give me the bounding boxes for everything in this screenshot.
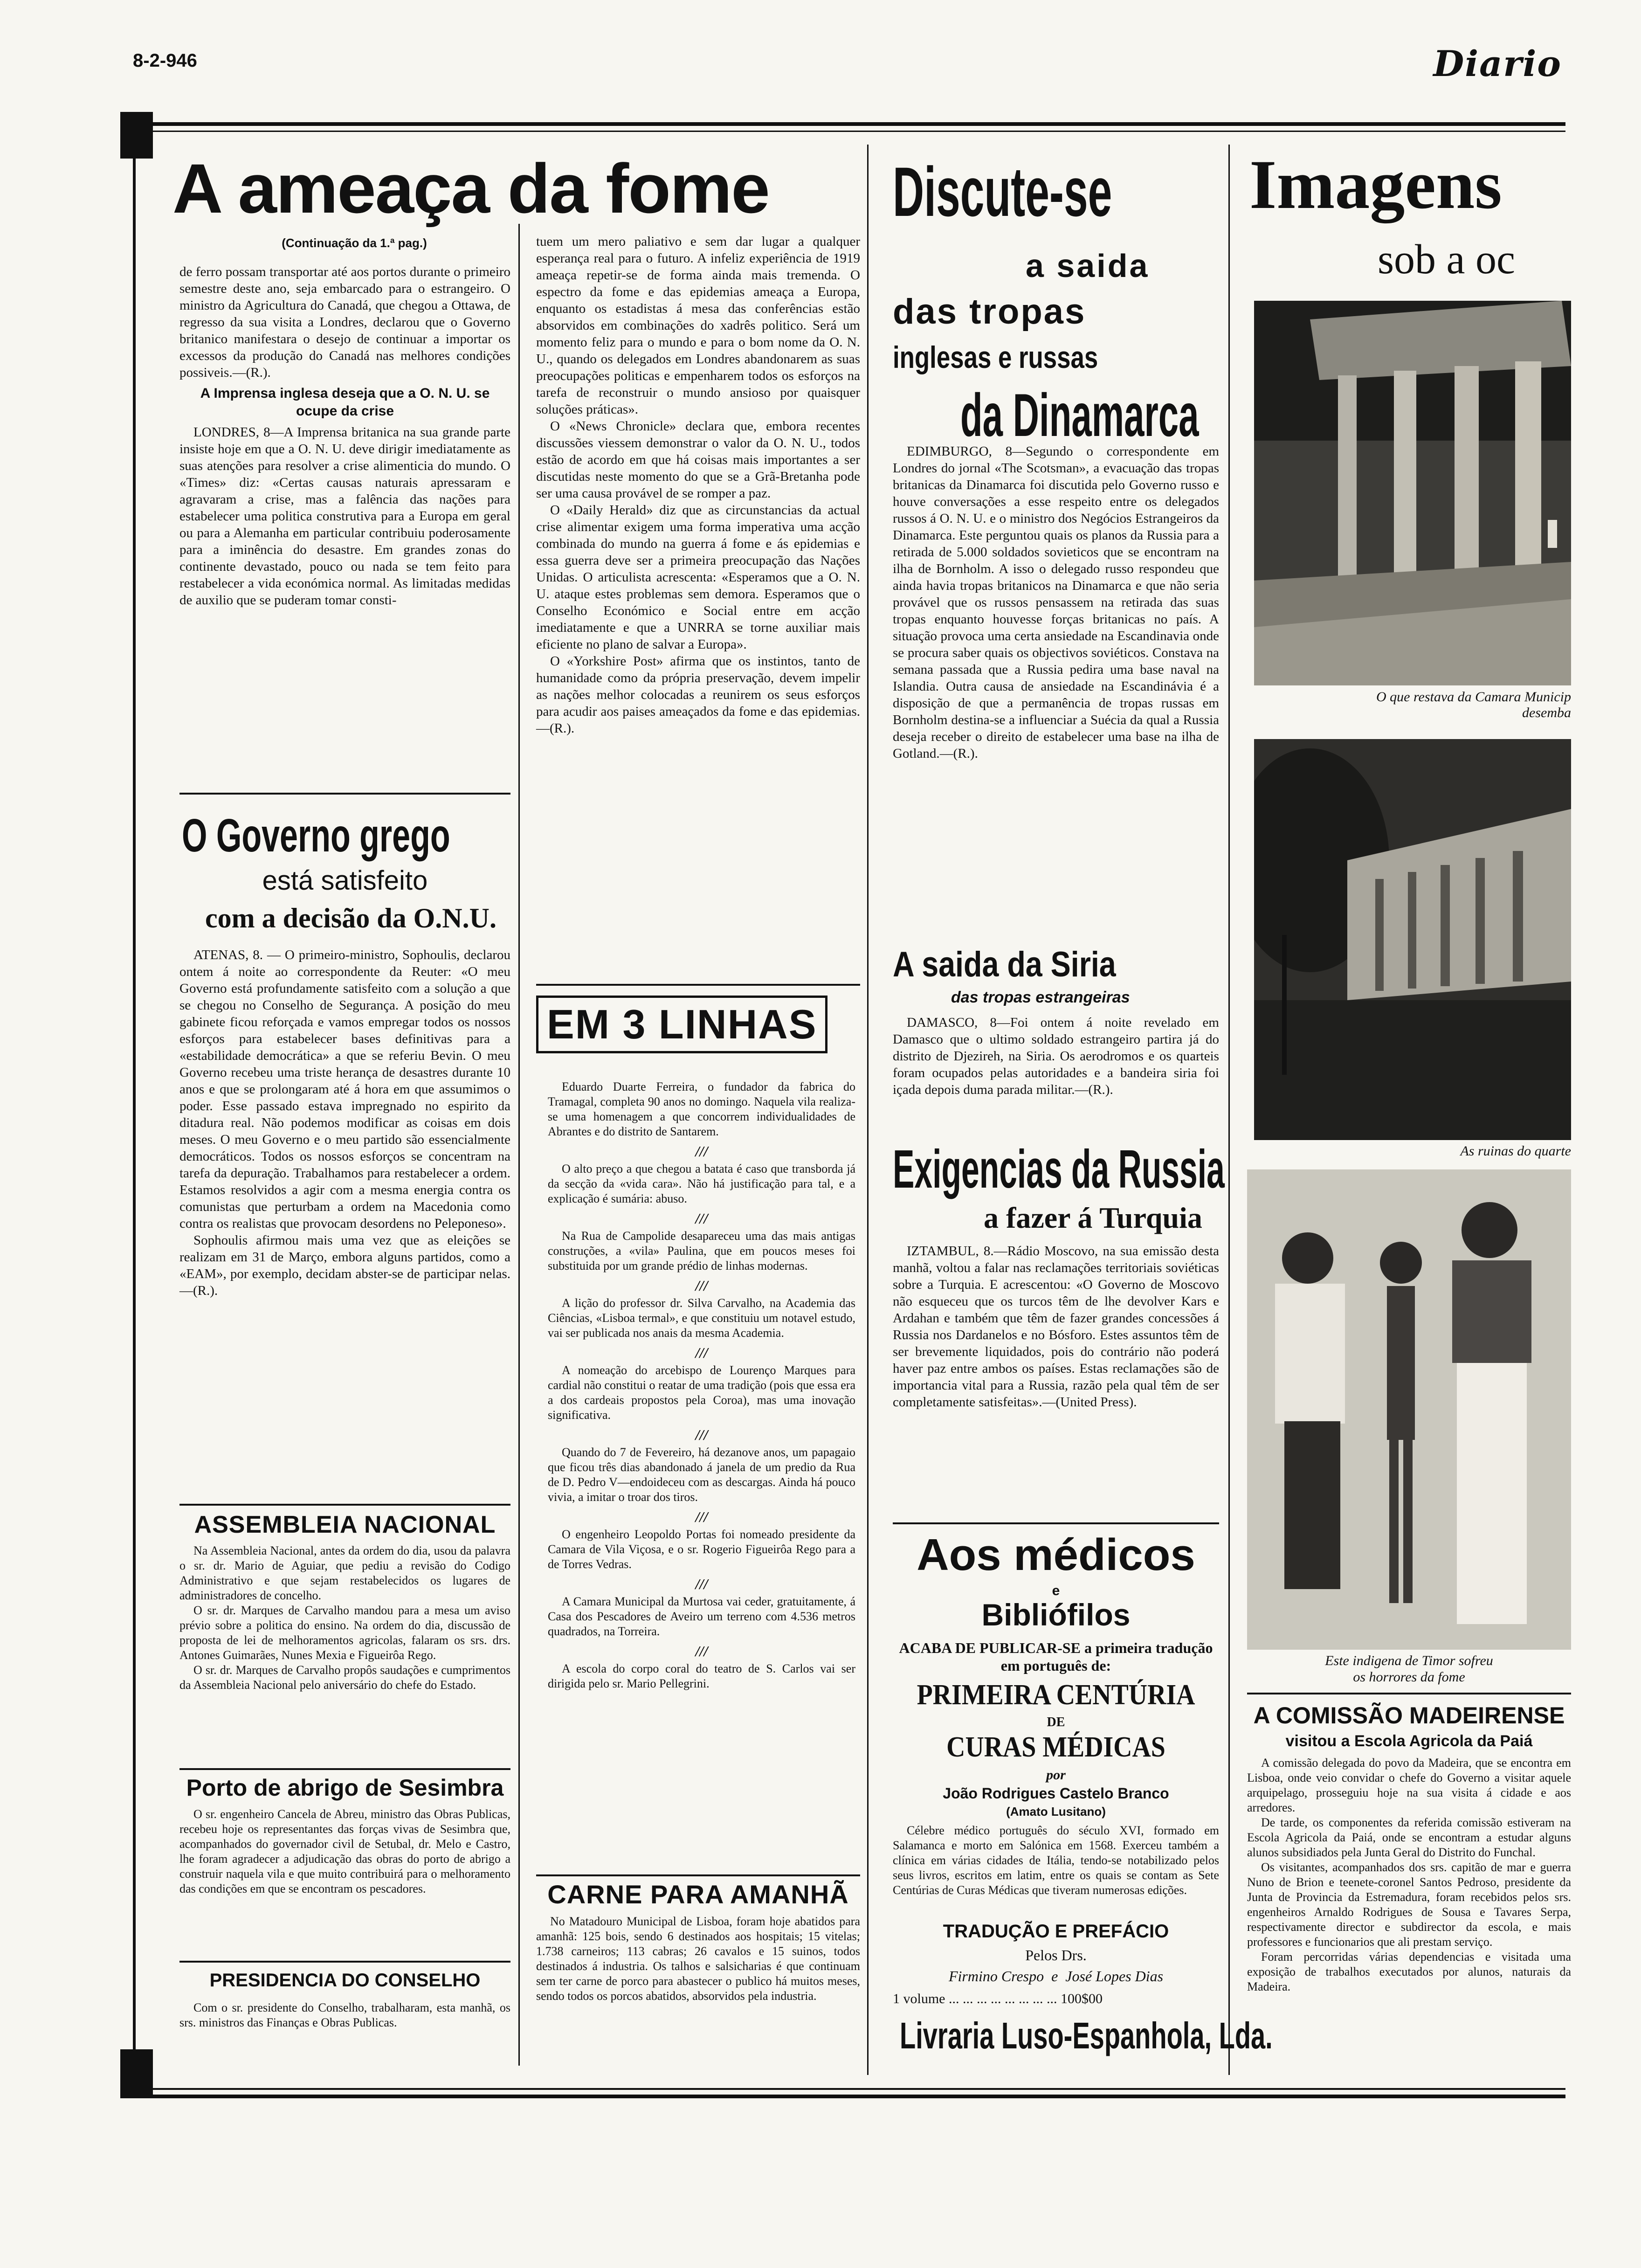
linhas-list — [548, 1079, 855, 1691]
fome-paragraph: de ferro possam transportar até aos portos durante o primeiro semestre deste ano, seja embarcado para o estrangeiro. O ministro da Agricultura do Canadá, que chegou a Ottawa, de regresso da sua visita a Londres, declarou que o Governo britanico manifestara o desejo de continuar a importar os excessos da produção do Canadá nas melhores condições possiveis.—(R.). — [179, 264, 510, 380]
ruined-camara-photo — [1254, 301, 1571, 685]
madeirense-paragraph: Foram percorridas várias dependencias e visitada uma exposição de trabalhos executados por alunos, naturais da Madeira. — [1247, 1950, 1571, 1993]
madeirense-paragraph: De tarde, os componentes da referida comissão estiveram na Escola Agricola da Paiá, onde se encontram a estudar alguns alunos subsidiados pela Junta Geral do Distrito do Funchal. — [1247, 1816, 1571, 1859]
page-date: 8-2-946 — [133, 50, 197, 71]
margin-block-bottom — [120, 2049, 153, 2096]
madeirense-sub: visitou a Escola Agricola da Paiá — [1285, 1732, 1533, 1750]
section-rule — [179, 1768, 510, 1770]
fome-col2 — [536, 233, 860, 737]
sesimbra-title: Porto de abrigo de Sesimbra — [186, 1775, 504, 1801]
imagens-title-2: sob a oc — [1378, 236, 1515, 283]
column-rule-2 — [867, 145, 869, 2075]
siria-title: A saida da Siria — [893, 945, 1116, 984]
medicos-book-1: PRIMEIRA CENTÚRIA — [917, 1679, 1195, 1711]
masthead: Diario — [1433, 43, 1562, 84]
grego-paragraph: ATENAS, 8. — O primeiro-ministro, Sophoulis, declarou ontem á noite ao correspondente da Reuter: «O meu Governo está profundamente satisfeito com a solução a que se chegou no Conselho de Segurança. A posição do meu gabinete ficou reforçada e vamos empregar todos os nossos esforços para estabelecer bases definitivas para a «estabilidade democrática» a que se referiu Bevin. O meu Governo recebeu uma triste herança de desastres durante 10 anos e que se prolongaram até á hora em que assumimos o poder. Esse passado estava impregnado no espirito da ditadura real. Não podemos modificar as coisas em dois meses. O meu Governo e o meu partido são essencialmente democráticos. Todos os nossos esforços se concentram na tarefa da depuração. Trabalhamos para restabelecer a ordem. Estamos resolvidos a agir com a mesma energia contra os comunistas que perturbam a ordem na Macedonia como contra os realistas que provocam desordens no Peleponeso». — [179, 947, 510, 1231]
fome-col1 — [179, 263, 510, 608]
fome-continuation: (Continuação da 1.ª pag.) — [282, 236, 427, 250]
linhas-item: Eduardo Duarte Ferreira, o fundador da fabrica do Tramagal, completa 90 anos no domingo. Naquela vila realiza-se uma homenagem a que concorrem individualidades de Abrantes e do distrito de Santarem. — [548, 1080, 855, 1138]
medicos-body — [893, 1823, 1219, 1898]
dinamarca-title-5: da Dinamarca — [960, 381, 1199, 449]
section-rule — [179, 1961, 510, 1963]
russia-title: Exigencias da Russia — [893, 1139, 1225, 1199]
medicos-por: por — [1046, 1767, 1066, 1783]
fome-paragraph: O «Daily Herald» diz que as circunstancias da actual crise alimentar exigem uma forma imperativa uma acção combinada do mundo na guerra á fome e ás epidemias e essa guerra deve ser a primeira preocupação das Nações Unidas. O articulista acrescenta: «Esperamos que a O. N. U. ataque estes problemas sem demora. Esperamos que o Conselho Económico e Social entre em acção imediatamente e que a UNRRA se torne auxiliar mais eficiente no plano de salvar a Europa». — [536, 503, 860, 652]
dinamarca-title-1: Discute-se — [893, 152, 1112, 231]
linhas-separator: /// — [695, 1508, 708, 1525]
section-rule — [179, 793, 510, 795]
siria-paragraph: DAMASCO, 8—Foi ontem á noite revelado em Damasco que o ultimo soldado estrangeiro partira já do distrito de Djezireh, na Siria. Os aerodromos e os quarteis foram ocupados pelas autoridades e a bandeira siria foi içada depois duma parada militar.—(R.). — [893, 1015, 1219, 1097]
linhas-separator: /// — [695, 1210, 708, 1227]
madeirense-title: A COMISSÃO MADEIRENSE — [1253, 1702, 1565, 1729]
left-margin-line — [133, 159, 136, 2052]
timor-people-photo — [1247, 1169, 1571, 1650]
sesimbra-body — [179, 1807, 510, 1896]
grego-sub1: está satisfeito — [262, 865, 428, 896]
bottom-rule — [120, 2088, 1565, 2090]
section-rule — [536, 984, 860, 986]
bottom-rule-thick — [120, 2095, 1565, 2098]
dinamarca-title-3: das tropas — [893, 292, 1086, 332]
linhas-item: A nomeação do arcebispo de Lourenço Marques para cardial não constitui o reatar de uma tradição (pois que essa era a dos cardeais propostos pela Coroa), mas uma inovação significativa. — [548, 1363, 855, 1422]
fome-paragraph: O «News Chronicle» declara que, embora recentes discussões viessem demonstrar o valor da O. N. U., todos estão de acordo em que há coisas mais importantes a ser discutidas neste momento do que se a Grã-Bretanha pode ser uma causa provável de se romper a paz. — [536, 419, 860, 501]
medicos-drs: Firmino Crespo e José Lopes Dias — [948, 1968, 1164, 1984]
fome-subhead: A Imprensa inglesa deseja que a O. N. U. se ocupe da crise — [200, 386, 490, 419]
photo-caption-1a: O que restava da Camara Municip — [1376, 689, 1571, 705]
assembleia-paragraph: Na Assembleia Nacional, antes da ordem do dia, usou da palavra o sr. dr. Mario de Aguiar, que pediu a revisão do Codigo Administrativo e que sejam restabelecidos os lugares de administradores de concelho. — [179, 1544, 510, 1602]
sesimbra-paragraph: O sr. engenheiro Cancela de Abreu, ministro das Obras Publicas, recebeu hoje os representantes das forças vivas de Sesimbra que, acompanhados do governador civil de Setubal, dr. Melo e Castro, lhe foram agradecer a adjudicação das obras do porto de abrigo a construir naquela vila e que muito contribuirá para o melhoramento das condições em que se encontram os pescadores. — [179, 1807, 510, 1895]
medicos-pseudonym: (Amato Lusitano) — [1006, 1805, 1106, 1819]
dinamarca-paragraph: EDIMBURGO, 8—Segundo o correspondente em Londres do jornal «The Scotsman», a evacuação das tropas britanicas da Dinamarca foi discutida pelo Governo russo e houve conversações a esse respeito entre os delegados russos á O. N. U. e o ministro dos Negócios Estrangeiros da Dinamarca. Este perguntou quais os planos da Russia para a retirada de 5.000 soldados sovieticos que se encontram na ilha de Bornholm. A isso o delegado russo respondeu que ainda havia tropas britanicos na Dinamarca e que não seria provável que os russos pensassem na retirada das suas tropas enquanto houvesse forças britanicas no país. A situação provoca uma certa ansiedade na Escandinavia onde se procura saber quais os objectivos soviéticos. Constava na semana passada que a Russia pedira uma base naval na Islandia. Outra causa de ansiedade na Escandinávia é a disposição de que a permanência de tropas russas em Bornholm destina-se a influenciar a Suécia da qual a Russia deseja receber o direito de estabelecer uma base na ilha de Gotland.—(R.). — [893, 444, 1219, 761]
section-rule — [179, 1504, 510, 1506]
carne-title: CARNE PARA AMANHÃ — [547, 1880, 849, 1909]
linhas-separator: /// — [695, 1143, 708, 1160]
presidencia-paragraph: Com o sr. presidente do Conselho, trabalharam, esta manhã, os srs. ministros das Finanças e Obras Publicas. — [179, 2001, 510, 2029]
assembleia-paragraph: O sr. dr. Marques de Carvalho mandou para a mesa um aviso prévio sobre a politica do ensino. Na ordem do dia, discussão de proposta de lei de melhoramentos agricolas, falaram os srs. drs. Antones Guimarães, Nunes Mexia e Figueirôa Rego. — [179, 1604, 510, 1662]
column-rule-3 — [1228, 145, 1230, 2075]
photo-caption-3b: os horrores da fome — [1353, 1669, 1465, 1685]
siria-body — [893, 1014, 1219, 1098]
fome-paragraph: O «Yorkshire Post» afirma que os instintos, tanto de humanidade como da própria preservação, devem impelir as nações melhor colocadas a reunirem os seus esforços para acudir aos paises ameaçados da fome e das epidemias.—(R.). — [536, 654, 860, 736]
siria-sub: das tropas estrangeiras — [951, 989, 1130, 1006]
carne-body — [536, 1914, 860, 2004]
dinamarca-title-2: a saida — [1026, 248, 1150, 284]
russia-body — [893, 1243, 1219, 1411]
margin-block-top — [120, 112, 153, 159]
linhas-separator: /// — [695, 1643, 708, 1660]
madeirense-body — [1247, 1756, 1571, 1994]
grego-sub2: com a decisão da O.N.U. — [205, 903, 496, 933]
medicos-announce: ACABA DE PUBLICAR-SE a primeira tradução em português de: — [899, 1639, 1213, 1674]
medicos-book-de: DE — [1047, 1715, 1065, 1729]
photo-caption-2: As ruinas do quarte — [1460, 1143, 1571, 1159]
assembleia-paragraph: O sr. dr. Marques de Carvalho propôs saudações e cumprimentos da Assembleia Nacional pelo aniversário do chefe do Estado. — [179, 1663, 510, 1692]
top-rule-thin — [120, 131, 1565, 132]
linhas-item: O engenheiro Leopoldo Portas foi nomeado presidente da Camara de Vila Viçosa, e o sr. Rogerio Figueirôa Rego para a de Torres Vedras. — [548, 1528, 855, 1571]
assembleia-title: ASSEMBLEIA NACIONAL — [194, 1511, 496, 1538]
linhas-separator: /// — [695, 1576, 708, 1592]
medicos-e: e — [1052, 1583, 1060, 1598]
medicos-book-2: CURAS MÉDICAS — [946, 1731, 1165, 1763]
grego-paragraph: Sophoulis afirmou mais uma vez que as eleições se realizam em 31 de Março, embora alguns partidos, como a «EAM», por exemplo, decidam abster-se de participar nelas.—(R.). — [179, 1233, 510, 1298]
linhas-item: Na Rua de Campolide desapareceu uma das mais antigas construções, a «vila» Paulina, que em poucos meses foi substituida por um grande prédio de linhas modernas. — [548, 1229, 855, 1272]
medicos-bookshop: Livraria Luso-Espanhola, Lda. — [900, 2015, 1273, 2056]
top-rule — [120, 122, 1565, 126]
dinamarca-body — [893, 443, 1219, 762]
fome-headline: A ameaça da fome — [172, 149, 769, 228]
linhas-title: EM 3 LINHAS — [536, 996, 827, 1053]
fome-paragraph: LONDRES, 8—A Imprensa britanica na sua grande parte insiste hoje em que a O. N. U. deve dirigir imediatamente as suas atenções para resolver a crise alimenticia do mundo. O «Times» diz: «Certas causas naturais apressaram e agravaram a crise, mas a falência das nações para estabelecer uma politica construtiva para a Europa em geral ou para a Alemanha em particular contribuiu poderosamente para a iminência do desastre. Em grandes zonas do continente devastado, pouco ou nada se tem feito para restabelecer a vida económica normal. As limitadas medidas de auxilio que se puderam tomar consti- — [179, 425, 510, 608]
medicos-bibliofilos: Bibliófilos — [981, 1597, 1131, 1632]
linhas-item: A escola do corpo coral do teatro de S. Carlos vai ser dirigida pelo sr. Mario Pellegrini. — [548, 1662, 855, 1690]
carne-paragraph: No Matadouro Municipal de Lisboa, foram hoje abatidos para amanhã: 125 bois, sendo 6 destinados aos hospitais; 15 vitelas; 1.738 carneiros; 113 cabras; 26 cavalos e 15 suinos, todos destinados á industria. Os talhos e salsicharias é que continuam sem ter carne de porco para abastecer o publico há muitos meses, sendo todos os porcos abatidos, absorvidos pela industria. — [536, 1915, 860, 2003]
photo-caption-3a: Este indigena de Timor sofreu — [1325, 1653, 1493, 1668]
presidencia-title: PRESIDENCIA DO CONSELHO — [209, 1970, 481, 1991]
grego-headline: O Governo grego — [182, 809, 450, 862]
medicos-volume-price: 1 volume ... ... ... ... ... ... ... ... 100$00 — [893, 1991, 1103, 2006]
section-rule — [893, 1522, 1219, 1524]
medicos-traducao: TRADUÇÃO E PREFÁCIO — [943, 1921, 1169, 1942]
russia-paragraph: IZTAMBUL, 8.—Rádio Moscovo, na sua emissão desta manhã, voltou a falar nas reclamações territoriais soviéticas sobre a Turquia. E acrescentou: «O Governo de Moscovo não esqueceu que os turcos têm de lhe devolver Kars e Ardahan e também que têm de fazer grandes concessões á Russia nos Dardanelos e no Bósforo. Estes assuntos têm de ser brevemente liquidados, pois do contrário não poderá haver paz entre ambos os países. Estas reclamações são de importancia vital para a Russia, razão pela qual têm de ser completamente satisfeitas».—(United Press). — [893, 1244, 1219, 1410]
photo-caption-1b: desemba — [1522, 705, 1571, 720]
medicos-paragraph: Célebre médico português do século XVI, formado em Salamanca e morto em Salónica em 1568. Exerceu também a clínica em várias cidades de Itália, tendo-se notabilizado pelos seus livros, escritos em latim, entre os quais se contam as Sete Centúrias de Curas Médicas que tiveram numerosas edições. — [893, 1824, 1219, 1897]
linhas-separator: /// — [695, 1277, 708, 1294]
presidencia-body — [179, 2000, 510, 2030]
medicos-pelos: Pelos Drs. — [1025, 1947, 1087, 1964]
section-rule — [1247, 1693, 1571, 1694]
linhas-item: Quando do 7 de Fevereiro, há dezanove anos, um papagaio que ficou três dias abandonado á janela de um predio da Rua de D. Pedro V—endoideceu com as descargas. Ainda há pouco vivia, a imitar o troar dos tiros. — [548, 1445, 855, 1504]
linhas-separator: /// — [695, 1426, 708, 1443]
russia-sub: a fazer á Turquia — [984, 1201, 1202, 1234]
medicos-author: João Rodrigues Castelo Branco — [943, 1785, 1169, 1802]
assembleia-body — [179, 1543, 510, 1693]
linhas-separator: /// — [695, 1344, 708, 1361]
linhas-item: A lição do professor dr. Silva Carvalho, na Academia das Ciências, «Lisboa termal», e que constituiu um notavel estudo, vai ser publicada nos anais da mesma Academia. — [548, 1296, 855, 1340]
medicos-title: Aos médicos — [917, 1530, 1195, 1580]
fome-paragraph: tuem um mero paliativo e sem dar lugar a qualquer esperança real para o futuro. A infeliz experiência de 1919 ameaça repetir-se de forma ainda mais tremenda. O espectro da fome e das epidemias ameaça a Europa, enquanto os estadistas á mesa das conferências estão absorvidos em combinações do xadrês politico. Será um momento feliz para o mundo e para o bom nome da O. N. U., quando os delegados em Londres abandonarem as suas preocupações politicas e empenharem todos os esforços na tarefa de reconstruir o mundo ansioso por quaisquer soluções práticas». — [536, 234, 860, 417]
column-rule-1 — [518, 224, 520, 2066]
linhas-item: A Camara Municipal da Murtosa vai ceder, gratuitamente, á Casa dos Pescadores de Aveiro um terreno com 4.536 metros quadrados, na Torreira. — [548, 1595, 855, 1638]
grego-body — [179, 947, 510, 1299]
madeirense-paragraph: A comissão delegada do povo da Madeira, que se encontra em Lisboa, onde veio convidar o chefe do Governo a visitar aquele arquipelago, prosseguiu hoje na sua visita á cidade e aos arredores. — [1247, 1756, 1571, 1814]
ruined-barracks-photo — [1254, 739, 1571, 1140]
linhas-item: O alto preço a que chegou a batata é caso que transborda já da secção da «vida cara». Não há justificação para tal, e a explicação é sumária: abuso. — [548, 1162, 855, 1205]
imagens-title-1: Imagens — [1249, 146, 1502, 223]
linhas-title-box — [536, 996, 827, 1053]
madeirense-paragraph: Os visitantes, acompanhados dos srs. capitão de mar e guerra Nuno de Brion e teenete-coronel Santos Pedroso, presidente da Junta de Provincia da Estremadura, foram recebidos pelos srs. engenheiros Arnaldo Rodrigues de Sousa e Tavares Serpa, respectivamente director e subdirector da escola, e mais professores e funcionarios que ali prestam serviço. — [1247, 1860, 1571, 1949]
section-rule — [536, 1874, 860, 1876]
dinamarca-title-4: inglesas e russas — [893, 340, 1098, 374]
